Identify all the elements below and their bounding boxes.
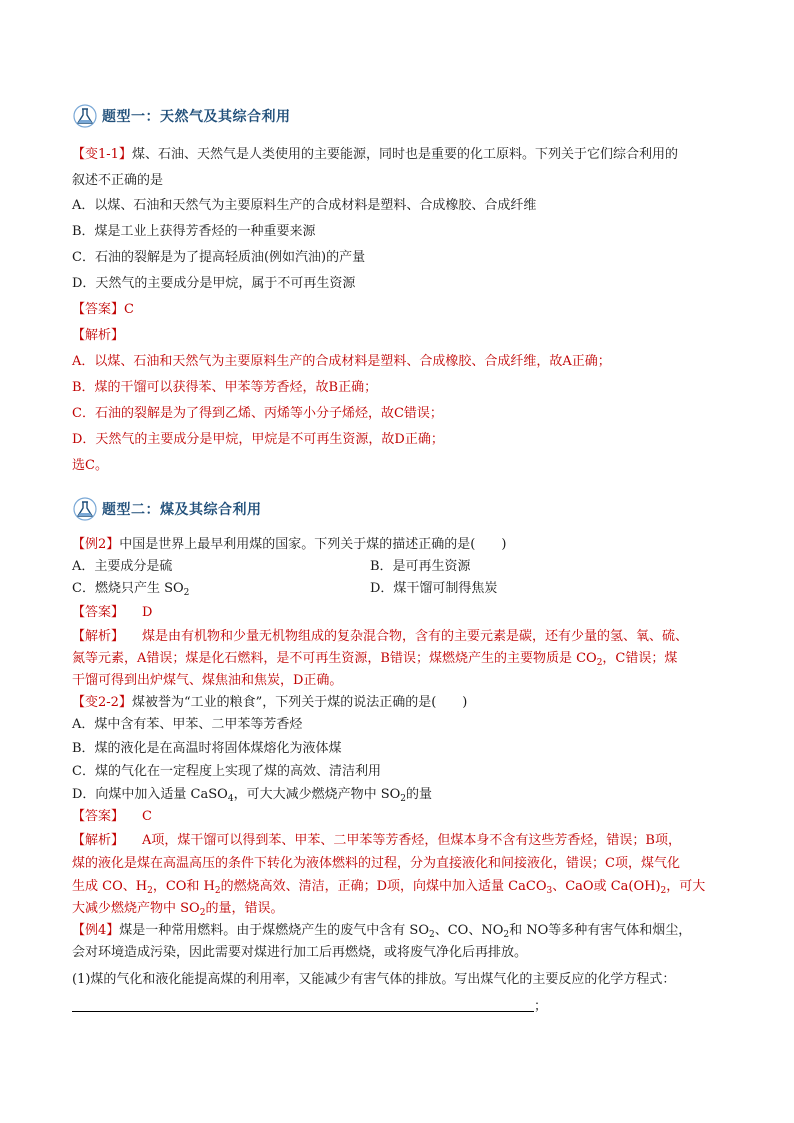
flask-icon <box>72 497 98 521</box>
option-c: C．燃烧只产生 $SO_2$ <box>72 581 190 598</box>
analysis-line: 选C。 <box>72 458 108 473</box>
question-line: 【例4】煤是一种常用燃料。由于煤燃烧产生的废气中含有 $SO_2$、CO、$NO_2$和 NO等多种有害气体和烟尘， <box>72 923 692 940</box>
option-d: D．煤干馏可制得焦炭 <box>370 581 498 596</box>
option-a: A．煤中含有苯、甲苯、二甲苯等芳香烃 <box>72 717 303 732</box>
analysis-line: 【解析】 A项，煤干馏可以得到苯、甲苯、二甲苯等芳香烃，但煤本身不含有这些芳香烃，错误；B项， <box>72 833 681 848</box>
analysis-line: 氮等元素，A错误；煤是化石燃料，是不可再生资源，B错误；煤燃烧产生的主要物质是 $CO_2$，C错误；煤 <box>72 651 678 668</box>
analysis-line: 大减少燃烧产物中 $SO_2$的量，错误。 <box>72 901 284 918</box>
option-c: C．石油的裂解是为了提高轻质油(例如汽油)的产量 <box>72 250 366 265</box>
option-b: B．煤是工业上获得芳香烃的一种重要来源 <box>72 224 316 239</box>
answer-line: 【答案】 D <box>72 605 153 620</box>
question-line: 叙述不正确的是 <box>72 173 164 188</box>
analysis-line: C．石油的裂解是为了得到乙烯、丙烯等小分子烯烃，故C错误； <box>72 406 443 421</box>
analysis-label: 【解析】 <box>72 328 125 343</box>
flask-icon <box>72 104 98 128</box>
analysis-line: D．天然气的主要成分是甲烷，甲烷是不可再生资源，故D正确； <box>72 432 444 447</box>
option-d: D．向煤中加入适量 CaSO$_4$，可大大减少燃烧产物中 $SO_2$的量 <box>72 787 433 804</box>
answer-line: 【答案】 C <box>72 809 152 824</box>
question-line: 【变2-2】煤被誉为“工业的粮食”，下列关于煤的说法正确的是( ) <box>72 695 468 710</box>
analysis-line: 干馏可得到出炉煤气、煤焦油和焦炭，D正确。 <box>72 673 343 688</box>
option-b: B．是可再生资源 <box>370 559 471 574</box>
analysis-line: 生成 CO、$H_2$，CO和 $H_2$的燃烧高效、清洁，正确；D项，向煤中加入适量 CaCO$_3$、CaO或 $Ca(OH)_2$，可大 <box>72 879 706 896</box>
question-line: 【例2】中国是世界上最早利用煤的国家。下列关于煤的描述正确的是( ) <box>72 537 507 552</box>
section-heading-2 <box>72 495 262 523</box>
option-c: C．煤的气化在一定程度上实现了煤的高效、清洁利用 <box>72 764 381 779</box>
answer-blank[interactable] <box>72 997 534 1012</box>
option-a: A．主要成分是硫 <box>72 559 173 574</box>
analysis-line: B．煤的干馏可以获得苯、甲苯等芳香烃，故B正确； <box>72 380 378 395</box>
question-line: 【变1-1】煤、石油、天然气是人类使用的主要能源，同时也是重要的化工原料。下列关于它们综合利用的 <box>72 147 678 162</box>
analysis-line: A．以煤、石油和天然气为主要原料生产的合成材料是塑料、合成橡胶、合成纤维，故A正确； <box>72 354 611 369</box>
option-d: D．天然气的主要成分是甲烷，属于不可再生资源 <box>72 276 356 291</box>
option-row <box>72 558 724 576</box>
analysis-line: 【解析】 煤是由有机物和少量无机物组成的复杂混合物，含有的主要元素是碳，还有少量的氢、氧、硫、 <box>72 629 689 644</box>
analysis-line: 煤的液化是煤在高温高压的条件下转化为液体燃料的过程，分为直接液化和间接液化，错误；C项，煤气化 <box>72 856 680 871</box>
question-line: (1)煤的气化和液化能提高煤的利用率，又能减少有害气体的排放。写出煤气化的主要反应的化学方程式： <box>72 972 676 987</box>
option-row <box>72 580 724 602</box>
section-title: 题型一：天然气及其综合利用 <box>102 109 291 125</box>
option-b: B．煤的液化是在高温时将固体煤熔化为液体煤 <box>72 741 342 756</box>
question-line: 会对环境造成污染，因此需要对煤进行加工后再燃烧，或将废气净化后再排放。 <box>72 945 528 960</box>
section-title: 题型二：煤及其综合利用 <box>102 502 262 518</box>
answer-line: 【答案】C <box>72 302 134 317</box>
option-a: A．以煤、石油和天然气为主要原料生产的合成材料是塑料、合成橡胶、合成纤维 <box>72 198 537 213</box>
section-heading-1 <box>72 102 291 130</box>
answer-blank-line: ； <box>72 997 724 1016</box>
